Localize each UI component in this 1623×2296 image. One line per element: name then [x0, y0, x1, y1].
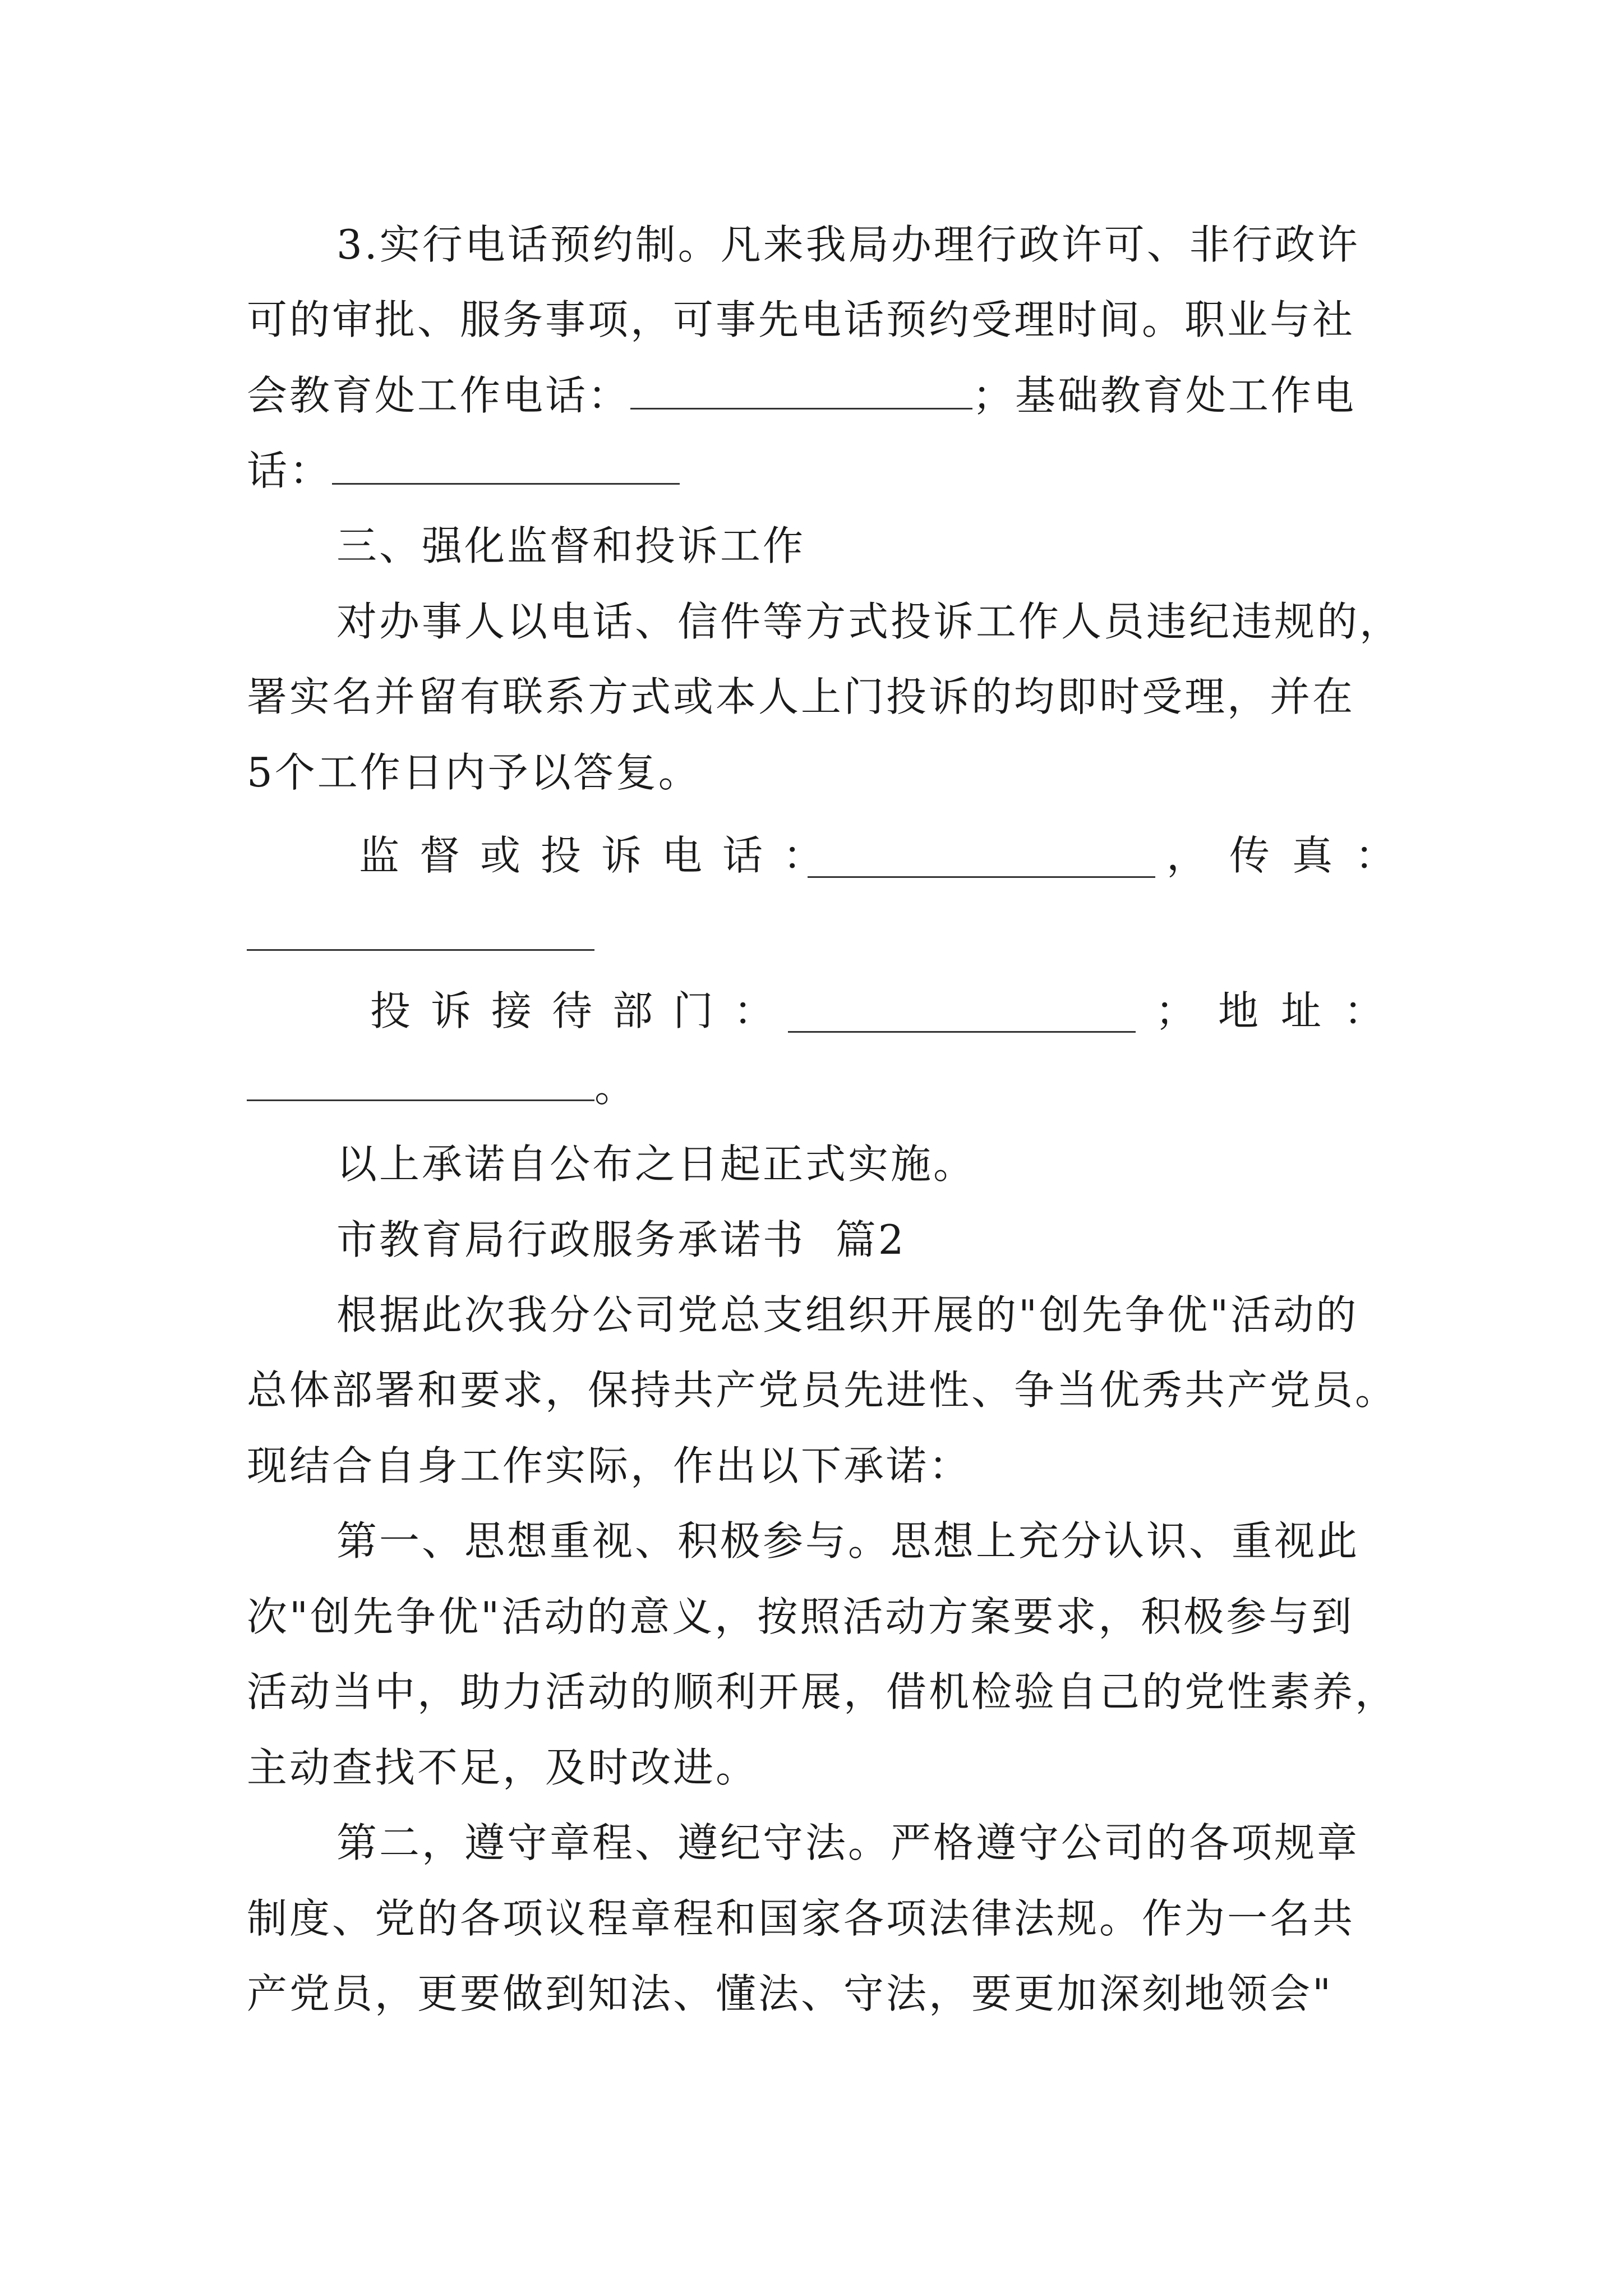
- section-heading: 三、强化监督和投诉工作: [336, 522, 806, 569]
- paragraph-line: 对办事人以电话、信件等方式投诉工作人员违纪违规的，: [336, 598, 1403, 645]
- paragraph-line: 3.实行电话预约制。凡来我局办理行政许可、非行政许: [336, 221, 1360, 268]
- blank-basic-phone[interactable]: [332, 448, 680, 485]
- paragraph-line: 活动当中，助力活动的顺利开展，借机检验自己的党性素养，: [247, 1668, 1398, 1715]
- address-line: [1155, 983, 1407, 1039]
- blank-address[interactable]: [247, 1065, 594, 1101]
- address-end: 。: [594, 1064, 638, 1111]
- paragraph-line: 署实名并留有联系方式或本人上门投诉的均即时受理，并在: [247, 673, 1355, 720]
- paragraph-line: 根据此次我分公司党总支组织开展的"创先争优"活动的: [336, 1291, 1359, 1338]
- paragraph-line: 产党员，更要做到知法、懂法、守法，要更加深刻地领会": [247, 1970, 1334, 2017]
- section2-title: 市教育局行政服务承诺书 篇2: [336, 1216, 906, 1263]
- blank-vocational-phone[interactable]: [630, 373, 972, 409]
- paragraph-line: 5个工作日内予以答复。: [247, 749, 701, 796]
- closing-line: 以上承诺自公布之日起正式实施。: [336, 1140, 976, 1188]
- paragraph-line: 次"创先争优"活动的意义，按照活动方案要求，积极参与到: [247, 1593, 1354, 1640]
- complaint-sep: ；: [1155, 987, 1219, 1034]
- supervision-line: [359, 827, 843, 884]
- address-label: 地址：: [1218, 987, 1407, 1034]
- blank-supervision-phone[interactable]: [808, 841, 1155, 878]
- paragraph-line: [247, 443, 680, 499]
- fax-label: 传真：: [1229, 832, 1418, 879]
- paragraph-line: 制度、党的各项议程章程和国家各项法律法规。作为一名共: [247, 1895, 1355, 1942]
- paragraph-line: [247, 367, 1356, 424]
- paragraph-line: 现结合自身工作实际，作出以下承诺：: [247, 1442, 972, 1489]
- supervision-phone-label: 监督或投诉电话：: [359, 832, 844, 879]
- address-blank-line: [247, 1059, 637, 1115]
- phone-label-basic-cont: 话：: [247, 447, 333, 494]
- blank-fax[interactable]: [247, 914, 594, 951]
- blank-complaint-dept[interactable]: [788, 996, 1136, 1033]
- fax-line: [1166, 827, 1418, 884]
- phone-label-basic: ；基础教育处工作电: [972, 372, 1357, 419]
- supervision-sep: ，: [1166, 832, 1230, 879]
- paragraph-line: 第一、思想重视、积极参与。思想上充分认识、重视此: [336, 1517, 1360, 1565]
- complaint-line: [370, 983, 794, 1039]
- complaint-dept-label: 投诉接待部门：: [370, 987, 795, 1034]
- paragraph-line: 第二，遵守章程、遵纪守法。严格遵守公司的各项规章: [336, 1819, 1360, 1866]
- paragraph-line: 总体部署和要求，保持共产党员先进性、争当优秀共产党员。: [247, 1366, 1398, 1414]
- paragraph-line: 主动查找不足，及时改进。: [247, 1744, 759, 1791]
- phone-label-vocational: 会教育处工作电话：: [247, 372, 631, 419]
- paragraph-line: 可的审批、服务事项，可事先电话预约受理时间。职业与社: [247, 296, 1355, 343]
